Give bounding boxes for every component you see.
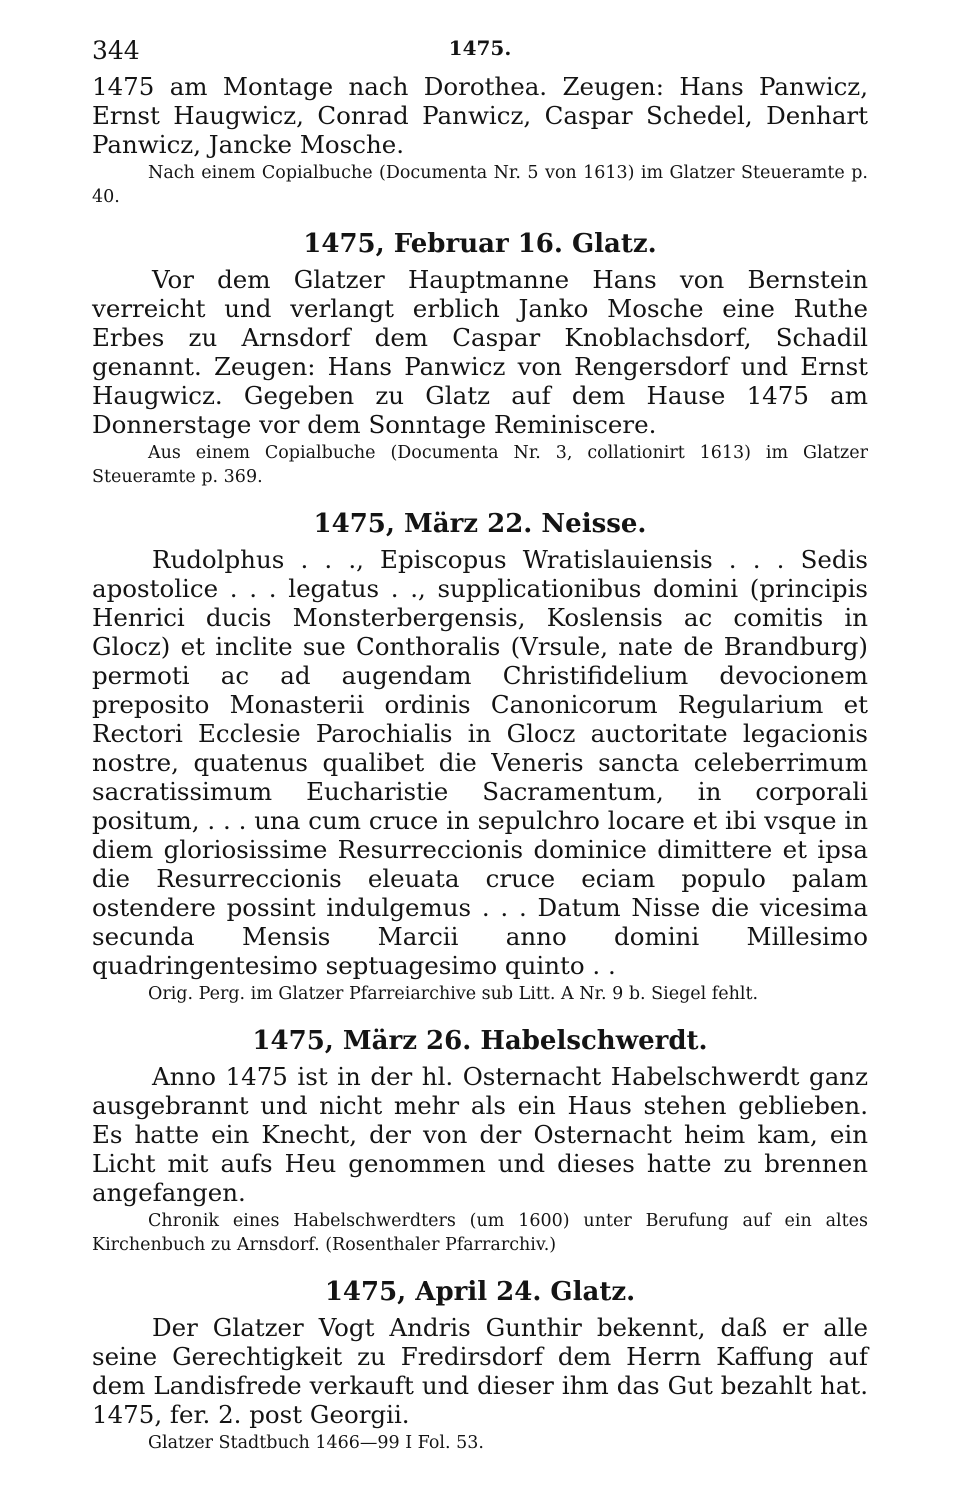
source-note: Glatzer Stadtbuch 1466—99 I Fol. 53. (148, 1433, 484, 1453)
page-number: 344 (92, 36, 140, 65)
entry-1475-maerz-22 (92, 509, 868, 1006)
source-note: Aus einem Copialbuche (Documenta Nr. 3, collationirt 1613) im Glatzer Steueramte p. 369. (92, 443, 868, 487)
source-note: Chronik eines Habelschwerdters (um 1600) unter Berufung auf ein altes Kirchenbuch zu Arnsdorf. (Rosenthaler Pfarrarchiv.) (92, 1211, 868, 1255)
entry-heading: 1475, März 22. Neisse. (313, 509, 647, 539)
entry-heading: 1475, April 24. Glatz. (324, 1277, 636, 1307)
entry-1475-april-24 (92, 1277, 868, 1455)
entry-text: Vor dem Glatzer Hauptmanne Hans von Bernstein verreicht und verlangt erblich Janko Mosche eine Ruthe Erbes zu Arnsdorf dem Caspar Knoblachsdorf, Schadil genannt. Zeugen: Hans Panwicz von Rengersdorf und Ernst Haugwicz. Gegeben zu Glatz auf dem Hause 1475 am Donnerstage vor dem Sonntage Reminiscere. (92, 265, 868, 439)
entry-heading: 1475, März 26. Habelschwerdt. (252, 1026, 708, 1056)
source-note: Nach einem Copialbuche (Documenta Nr. 5 von 1613) im Glatzer Steueramte p. 40. (92, 163, 868, 207)
entry-1475-februar-16 (92, 229, 868, 489)
entry-text: 1475 am Montage nach Dorothea. Zeugen: Hans Panwicz, Ernst Haugwicz, Conrad Panwicz, Caspar Schedel, Denhart Panwicz, Jancke Mosche. (92, 72, 868, 159)
entry-text: Der Glatzer Vogt Andris Gunthir bekennt, daß er alle seine Gerechtigkeit zu Fredirsdorf dem Herrn Kaffung auf dem Landisfrede verkauft und dieser ihm das Gut bezahlt hat. 1475, fer. 2. post Georgii. (92, 1313, 868, 1429)
running-head-year: 1475. (448, 36, 512, 60)
entry-1475-maerz-26 (92, 1026, 868, 1257)
entry-text: Anno 1475 ist in der hl. Osternacht Habelschwerdt ganz ausgebrannt und nicht mehr als ein Haus stehen geblieben. Es hatte ein Knecht, der von der Osternacht heim kam, ein Licht mit aufs Heu genommen und dieses hatte zu brennen angefangen. (92, 1062, 868, 1207)
running-head (92, 32, 868, 72)
entry-heading: 1475, Februar 16. Glatz. (303, 229, 657, 259)
source-note: Orig. Perg. im Glatzer Pfarreiarchive sub Litt. A Nr. 9 b. Siegel fehlt. (148, 984, 759, 1004)
entry-text: Rudolphus . . ., Episcopus Wratislauiensis . . . Sedis apostolice . . . legatus . ., supplicationibus domini (principis Henrici ducis Monsterbergensis, Koslensis ac comitis in Glocz) et inclite sue Conthoralis (Vrsule, nate de Brandburg) permoti ac ad augendam Christifidelium devocionem preposito Monasterii ordinis Canonicorum Regularium et Rectori Ecclesie Parochialis in Glocz auctoritate legacionis nostre, quatenus qualibet die Veneris sancta celeberrimum sacratissimum Eucharistie Sacramentum, in corporali positum, . . . una cum cruce in sepulchro locare et ibi vsque in diem gloriosissime Resurreccionis dominice dimittere et ipsa die Resurreccionis eleuata cruce eciam populo palam ostendere possint indulgemus . . . Datum Nisse die vicesima secunda Mensis Marcii anno domini Millesimo quadringentesimo septuagesimo quinto . . (92, 545, 868, 980)
entry-continued (92, 72, 868, 209)
